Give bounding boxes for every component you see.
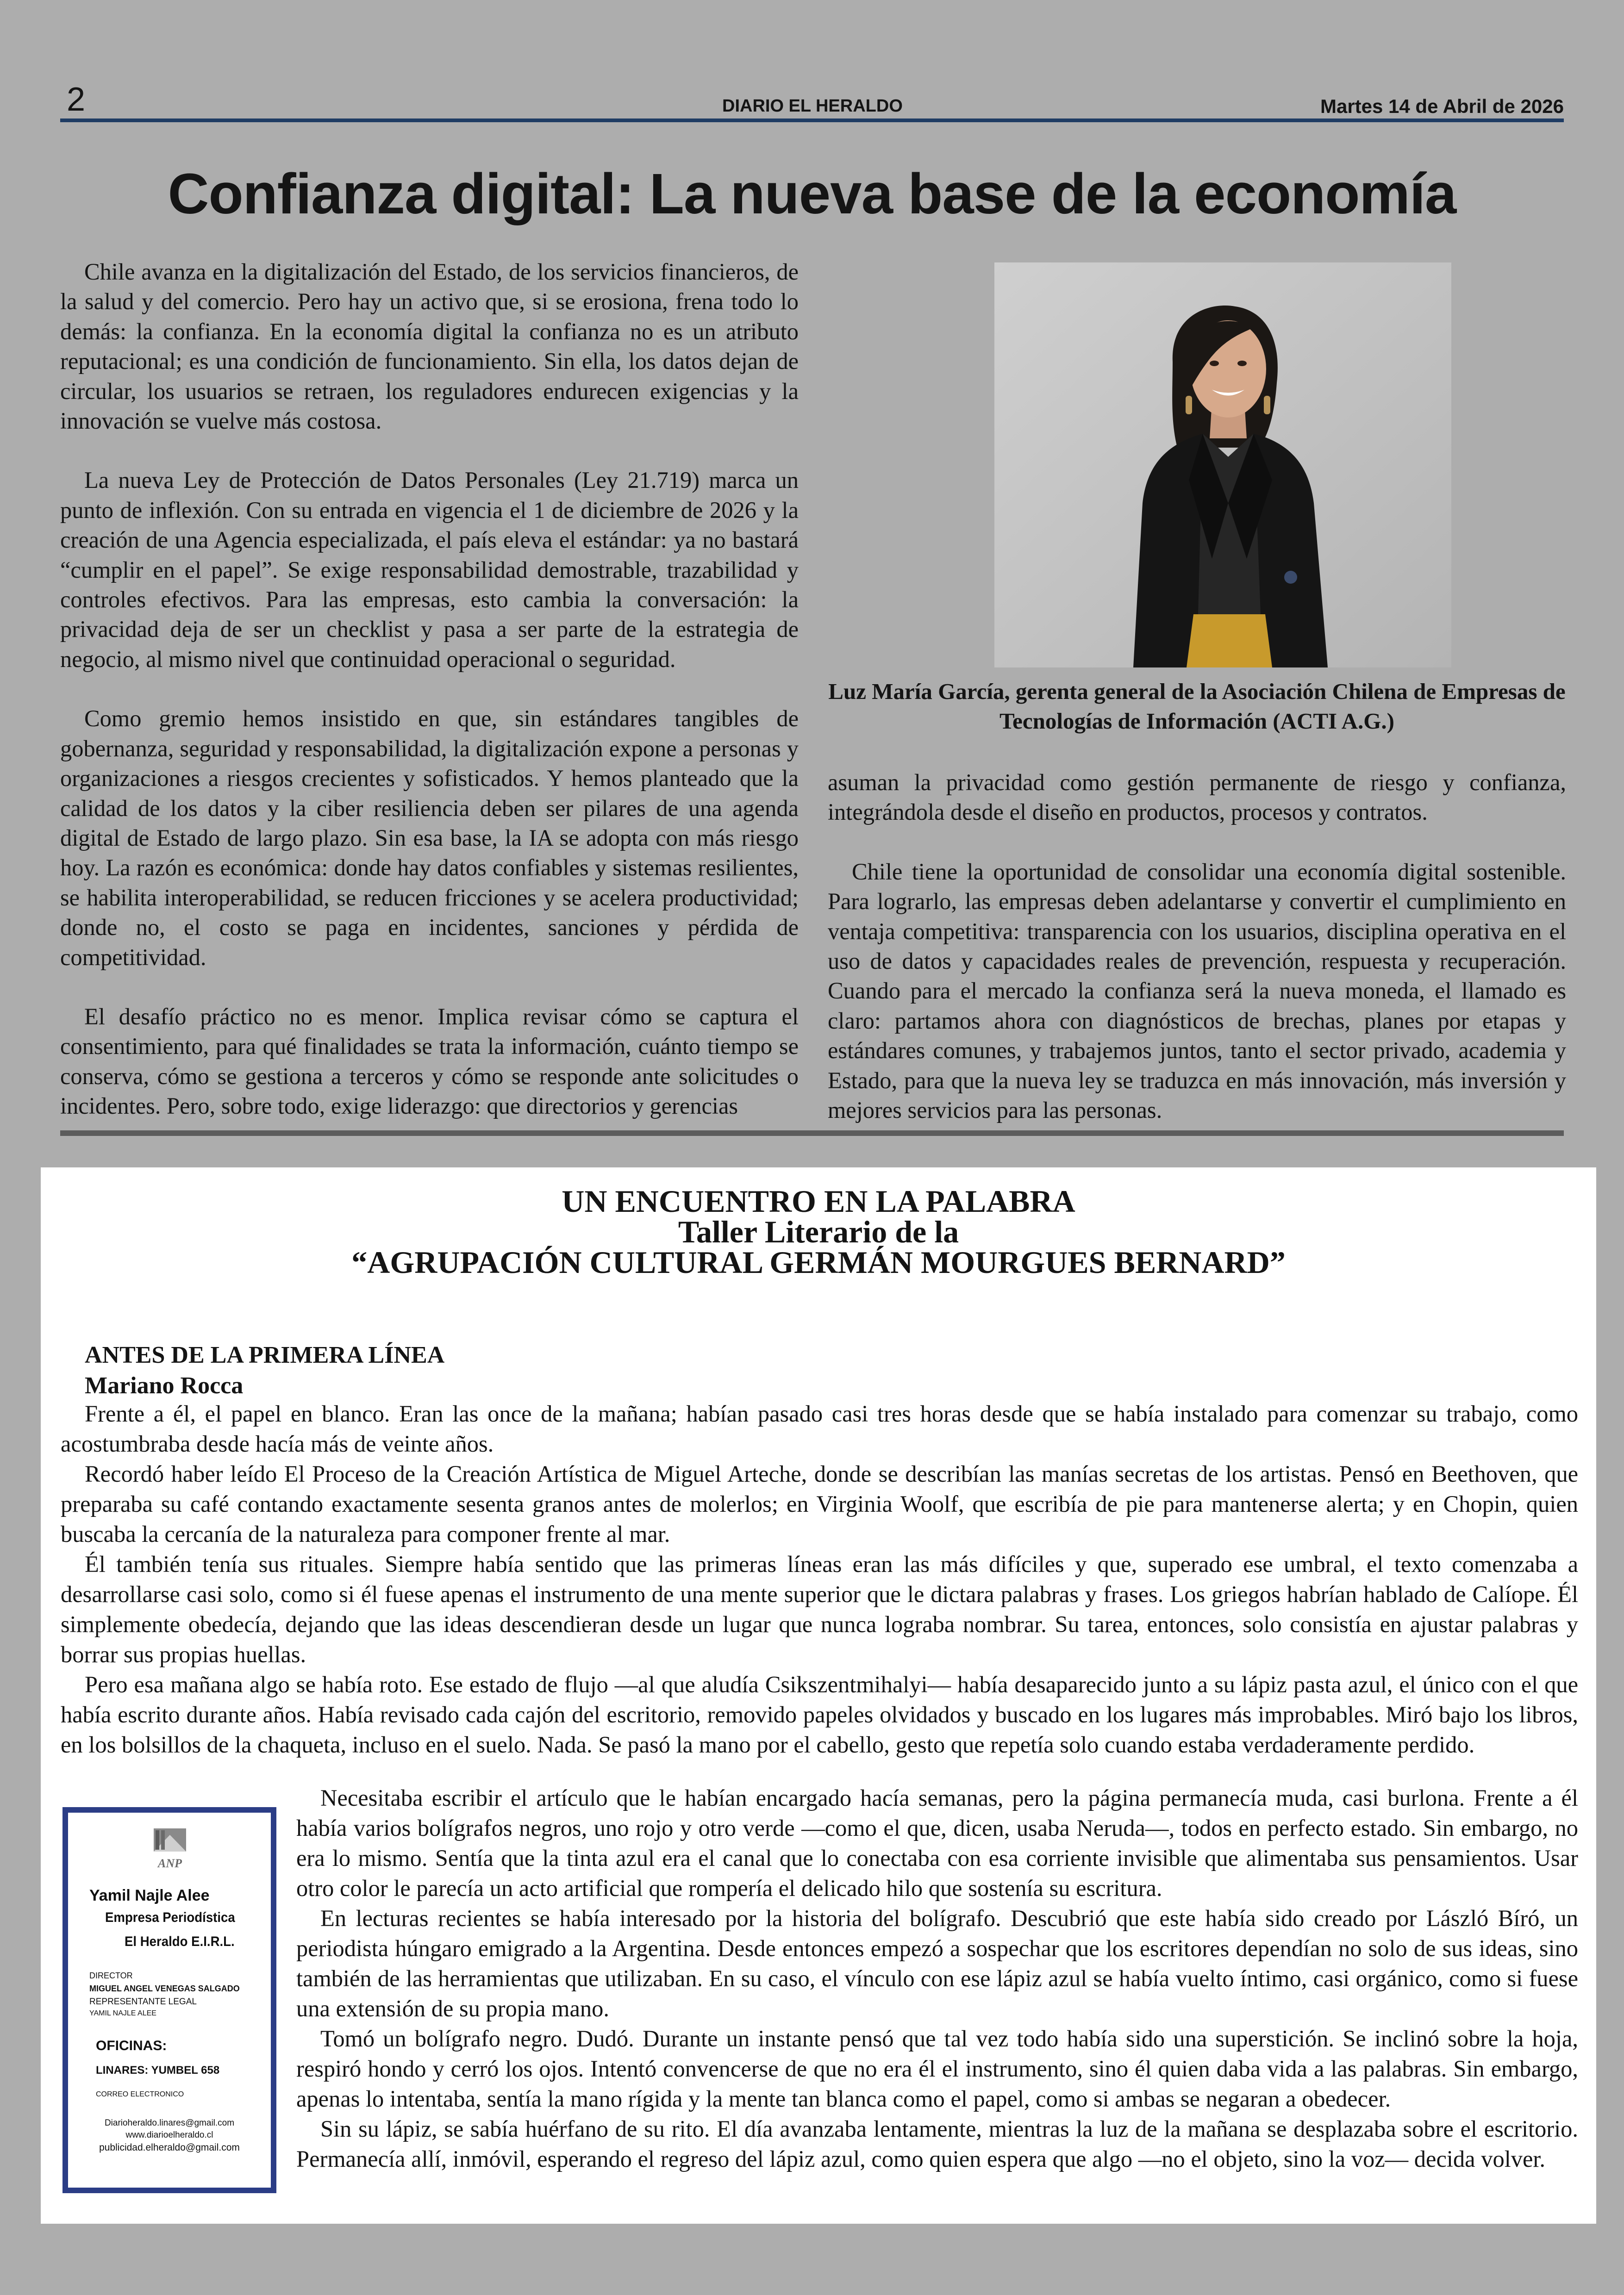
header-rule <box>60 118 1564 122</box>
legal-rep-name: YAMIL NAJLE ALEE <box>89 2009 156 2017</box>
legal-rep-label: REPRESENTANTE LEGAL <box>89 1997 197 2007</box>
issue-date: Martes 14 de Abril de 2026 <box>1320 95 1564 117</box>
photo-caption: Luz María García, gerenta general de la Asociación Chilena de Empresas de Tecnologías de Información (ACTI A.G.) <box>828 679 1566 734</box>
offices-address: LINARES: YUMBEL 658 <box>96 2064 220 2077</box>
company-line: Empresa Periodística <box>105 1910 235 1925</box>
anp-logo-icon <box>144 1826 195 1870</box>
email-contact: publicidad.elheraldo@gmail.com <box>99 2142 240 2153</box>
story-paragraph: Frente a él, el papel en blanco. Eran las once de la mañana; habían pasado casi tres horas desde que se había instalado para comenzar su trabajo, como acostumbraba desde hacía más de veinte años. <box>61 1401 1578 1457</box>
story-paragraph: Sin su lápiz, se sabía huérfano de su rito. El día avanzaba lentamente, mientras la luz de la mañana se desplazaba sobre el escritorio. Permanecía allí, inmóvil, esperando el regreso del lápiz azul, como quien espera que algo —no el objeto, sino la voz— decida volver. <box>296 2116 1578 2172</box>
story-paragraph: Tomó un bolígrafo negro. Dudó. Durante un instante pensó que tal vez todo había sido una superstición. Se inclinó sobre la hoja, respiró hondo y cerró los ojos. Intentó convencerse de que no era él el instrumento, sino él quien daba vida a las palabras. Sin embargo, apenas lo intentaba, sentía la mano rígida y la mente tan blanca como el papel, como si ambas se negaran a obedecer. <box>296 2026 1578 2112</box>
article-paragraph: Como gremio hemos insistido en que, sin estándares tangibles de gobernanza, seguridad y responsabilidad, la digitalización expone a personas y organizaciones a riesgos crecientes y sofisticados. Y hemos planteado que la calidad de los datos y la ciber resiliencia deben ser pilares de una agenda digital de Estado de largo plazo. Sin esa base, la IA se adopta con más riesgo hoy. La razón es económica: donde hay datos confiables y sistemas resilientes, se habilita interoperabilidad, se reducen fricciones y se acelera productividad; donde no, el costo se paga en incidentes, sanciones y pérdida de competitividad. <box>60 705 799 970</box>
article-paragraph: La nueva Ley de Protección de Datos Personales (Ley 21.719) marca un punto de inflexión. Con su entrada en vigencia el 1 de diciembre de 2026 y la creación de una Agencia especializada, el país eleva el estándar: ya no bastará “cumplir en el papel”. Se exige responsabilidad demostrable, trazabilidad y controles efectivos. Para las empresas, esto cambia la conversación: la privacidad deja de ser un checklist y pasa a ser parte de la estrategia de negocio, al mismo nivel que continuidad operacional o seguridad. <box>60 467 799 672</box>
anp-logo-text: ANP <box>158 1857 182 1870</box>
article-paragraph: El desafío práctico no es menor. Implica revisar cómo se captura el consentimiento, para qué finalidades se trata la información, cuánto tiempo se conserva, cómo se gestiona a terceros y cómo se responde ante solicitudes o incidentes. Pero, sobre todo, exige liderazgo: que directorios y gerencias <box>60 1003 799 1119</box>
article-headline: Confianza digital: La nueva base de la economía <box>168 162 1456 226</box>
masthead <box>60 79 1564 125</box>
director-name: MIGUEL ANGEL VENEGAS SALGADO <box>89 1984 240 1993</box>
email-contact: Diarioheraldo.linares@gmail.com <box>104 2118 235 2128</box>
director-label: DIRECTOR <box>89 1971 133 1980</box>
story-paragraph: Pero esa mañana algo se había roto. Ese estado de flujo —al que aludía Csikszentmihalyi— había desaparecido junto a su lápiz pasta azul, el único con el que había escrito durante años. Había revisado cada cajón del escritorio, removido papeles olvidados y buscado en los lugares más improbables. Miró bajo los libros, en los bolsillos de la chaqueta, incluso en el suelo. Nada. Se pasó la mano por el cabello, gesto que repetía solo cuando estaba verdaderamente perdido. <box>61 1671 1578 1758</box>
page-number: 2 <box>67 81 86 118</box>
company-line: El Heraldo E.I.R.L. <box>125 1934 235 1949</box>
email-label: CORREO ELECTRONICO <box>96 2090 184 2098</box>
article-paragraph: Chile tiene la oportunidad de consolidar una economía digital sostenible. Para lograrlo, las empresas deben adelantarse y convertir el cumplimiento en ventaja competitiva: transparencia con los usuarios, disciplina operativa en el uso de datos y capacidades reales de prevención, respuesta y recuperación. Cuando para el mercado la confianza será la nueva moneda, el llamado es claro: partamos ahora con diagnósticos de brechas, planes por etapas y estándares comunes, y trabajemos juntos, tanto el sector privado, academia y Estado, para que la nueva ley se traduzca en más innovación, más inversión y mejores servicios para las personas. <box>828 858 1566 1123</box>
offices-label: OFICINAS: <box>96 2038 167 2053</box>
story-paragraph: Recordó haber leído El Proceso de la Creación Artística de Miguel Arteche, donde se describían las manías secretas de los artistas. Pensó en Beethoven, que preparaba su café contando exactamente sesenta granos antes de molerlos; en Virginia Woolf, que escribía de pie para mantenerse alerta; y en Chopin, quien buscaba la cercanía de la naturaleza para componer frente al mar. <box>61 1461 1578 1547</box>
article-paragraph: asuman la privacidad como gestión permanente de riesgo y confianza, integrándola desde el diseño en productos, procesos y contratos. <box>828 769 1566 825</box>
story-body-full-width <box>61 1399 1578 1760</box>
literary-panel <box>41 1167 1596 2224</box>
website: www.diarioelheraldo.cl <box>125 2130 213 2140</box>
portrait-photo <box>994 262 1451 667</box>
story-paragraph: En lecturas recientes se había interesado por la historia del bolígrafo. Descubrió que este había sido creado por László Bíró, un periodista húngaro emigrado a la Argentina. Desde entonces empezó a sospechar que los escritores dependían no solo de sus ideas, sino también de las herramientas que utilizaban. En su caso, el vínculo con ese lápiz azul se había vuelto íntimo, casi orgánico, como si fuese una extensión de su propia mano. <box>296 1905 1578 2021</box>
publisher-name: Yamil Najle Alee <box>89 1887 210 1904</box>
literary-heading <box>41 1186 1596 1278</box>
story-paragraph: Él también tenía sus rituales. Siempre había sentido que las primeras líneas eran las más difíciles y que, superado ese umbral, el texto comenzaba a desarrollarse casi solo, como si él fuese apenas el instrumento de una mente superior que le dictara palabras y frases. Los griegos habrían hablado de Calíope. Él simplemente obedecía, dejando que las ideas descendieran desde un lugar que nunca lograba nombrar. Su tarea, entonces, solo consistía en ajustar palabras y borrar sus propias huellas. <box>61 1551 1578 1667</box>
publisher-info-box <box>62 1807 276 2193</box>
article-column-right <box>828 767 1566 1154</box>
article-paragraph: Chile avanza en la digitalización del Estado, de los servicios financieros, de la salud y del comercio. Pero hay un activo que, si se erosiona, frena todo lo demás: la confianza. En la economía digital la confianza no es un atributo reputacional; es una condición de funcionamiento. Sin ella, los datos dejan de circular, los usuarios se retraen, los reguladores endurecen exigencias y la innovación se vuelve más costosa. <box>60 259 799 434</box>
literary-heading-line: UN ENCUENTRO EN LA PALABRA <box>562 1184 1075 1219</box>
story-author: Mariano Rocca <box>85 1372 244 1399</box>
literary-heading-line: “AGRUPACIÓN CULTURAL GERMÁN MOURGUES BERNARD” <box>351 1245 1286 1280</box>
article-column-left <box>60 257 799 1151</box>
story-body-column <box>296 1783 1578 2174</box>
story-title: ANTES DE LA PRIMERA LÍNEA <box>85 1342 445 1368</box>
story-paragraph: Necesitaba escribir el artículo que le habían encargado hacía semanas, pero la página permanecía muda, casi burlona. Frente a él había varios bolígrafos negros, uno rojo y otro verde —como el que, dicen, usaba Neruda—, todos en perfecto estado. Sin embargo, no era lo mismo. Sentía que la tinta azul era el canal que lo conectaba con esa corriente invisible que alimentaba sus pensamientos. Usar otro color le parecía un acto artificial que rompería el delicado hilo que sostenía su escritura. <box>296 1785 1578 1901</box>
portrait-illustration <box>994 262 1451 667</box>
section-divider <box>60 1130 1564 1136</box>
newspaper-name: DIARIO EL HERALDO <box>722 96 903 116</box>
literary-heading-line: Taller Literario de la <box>678 1214 959 1249</box>
